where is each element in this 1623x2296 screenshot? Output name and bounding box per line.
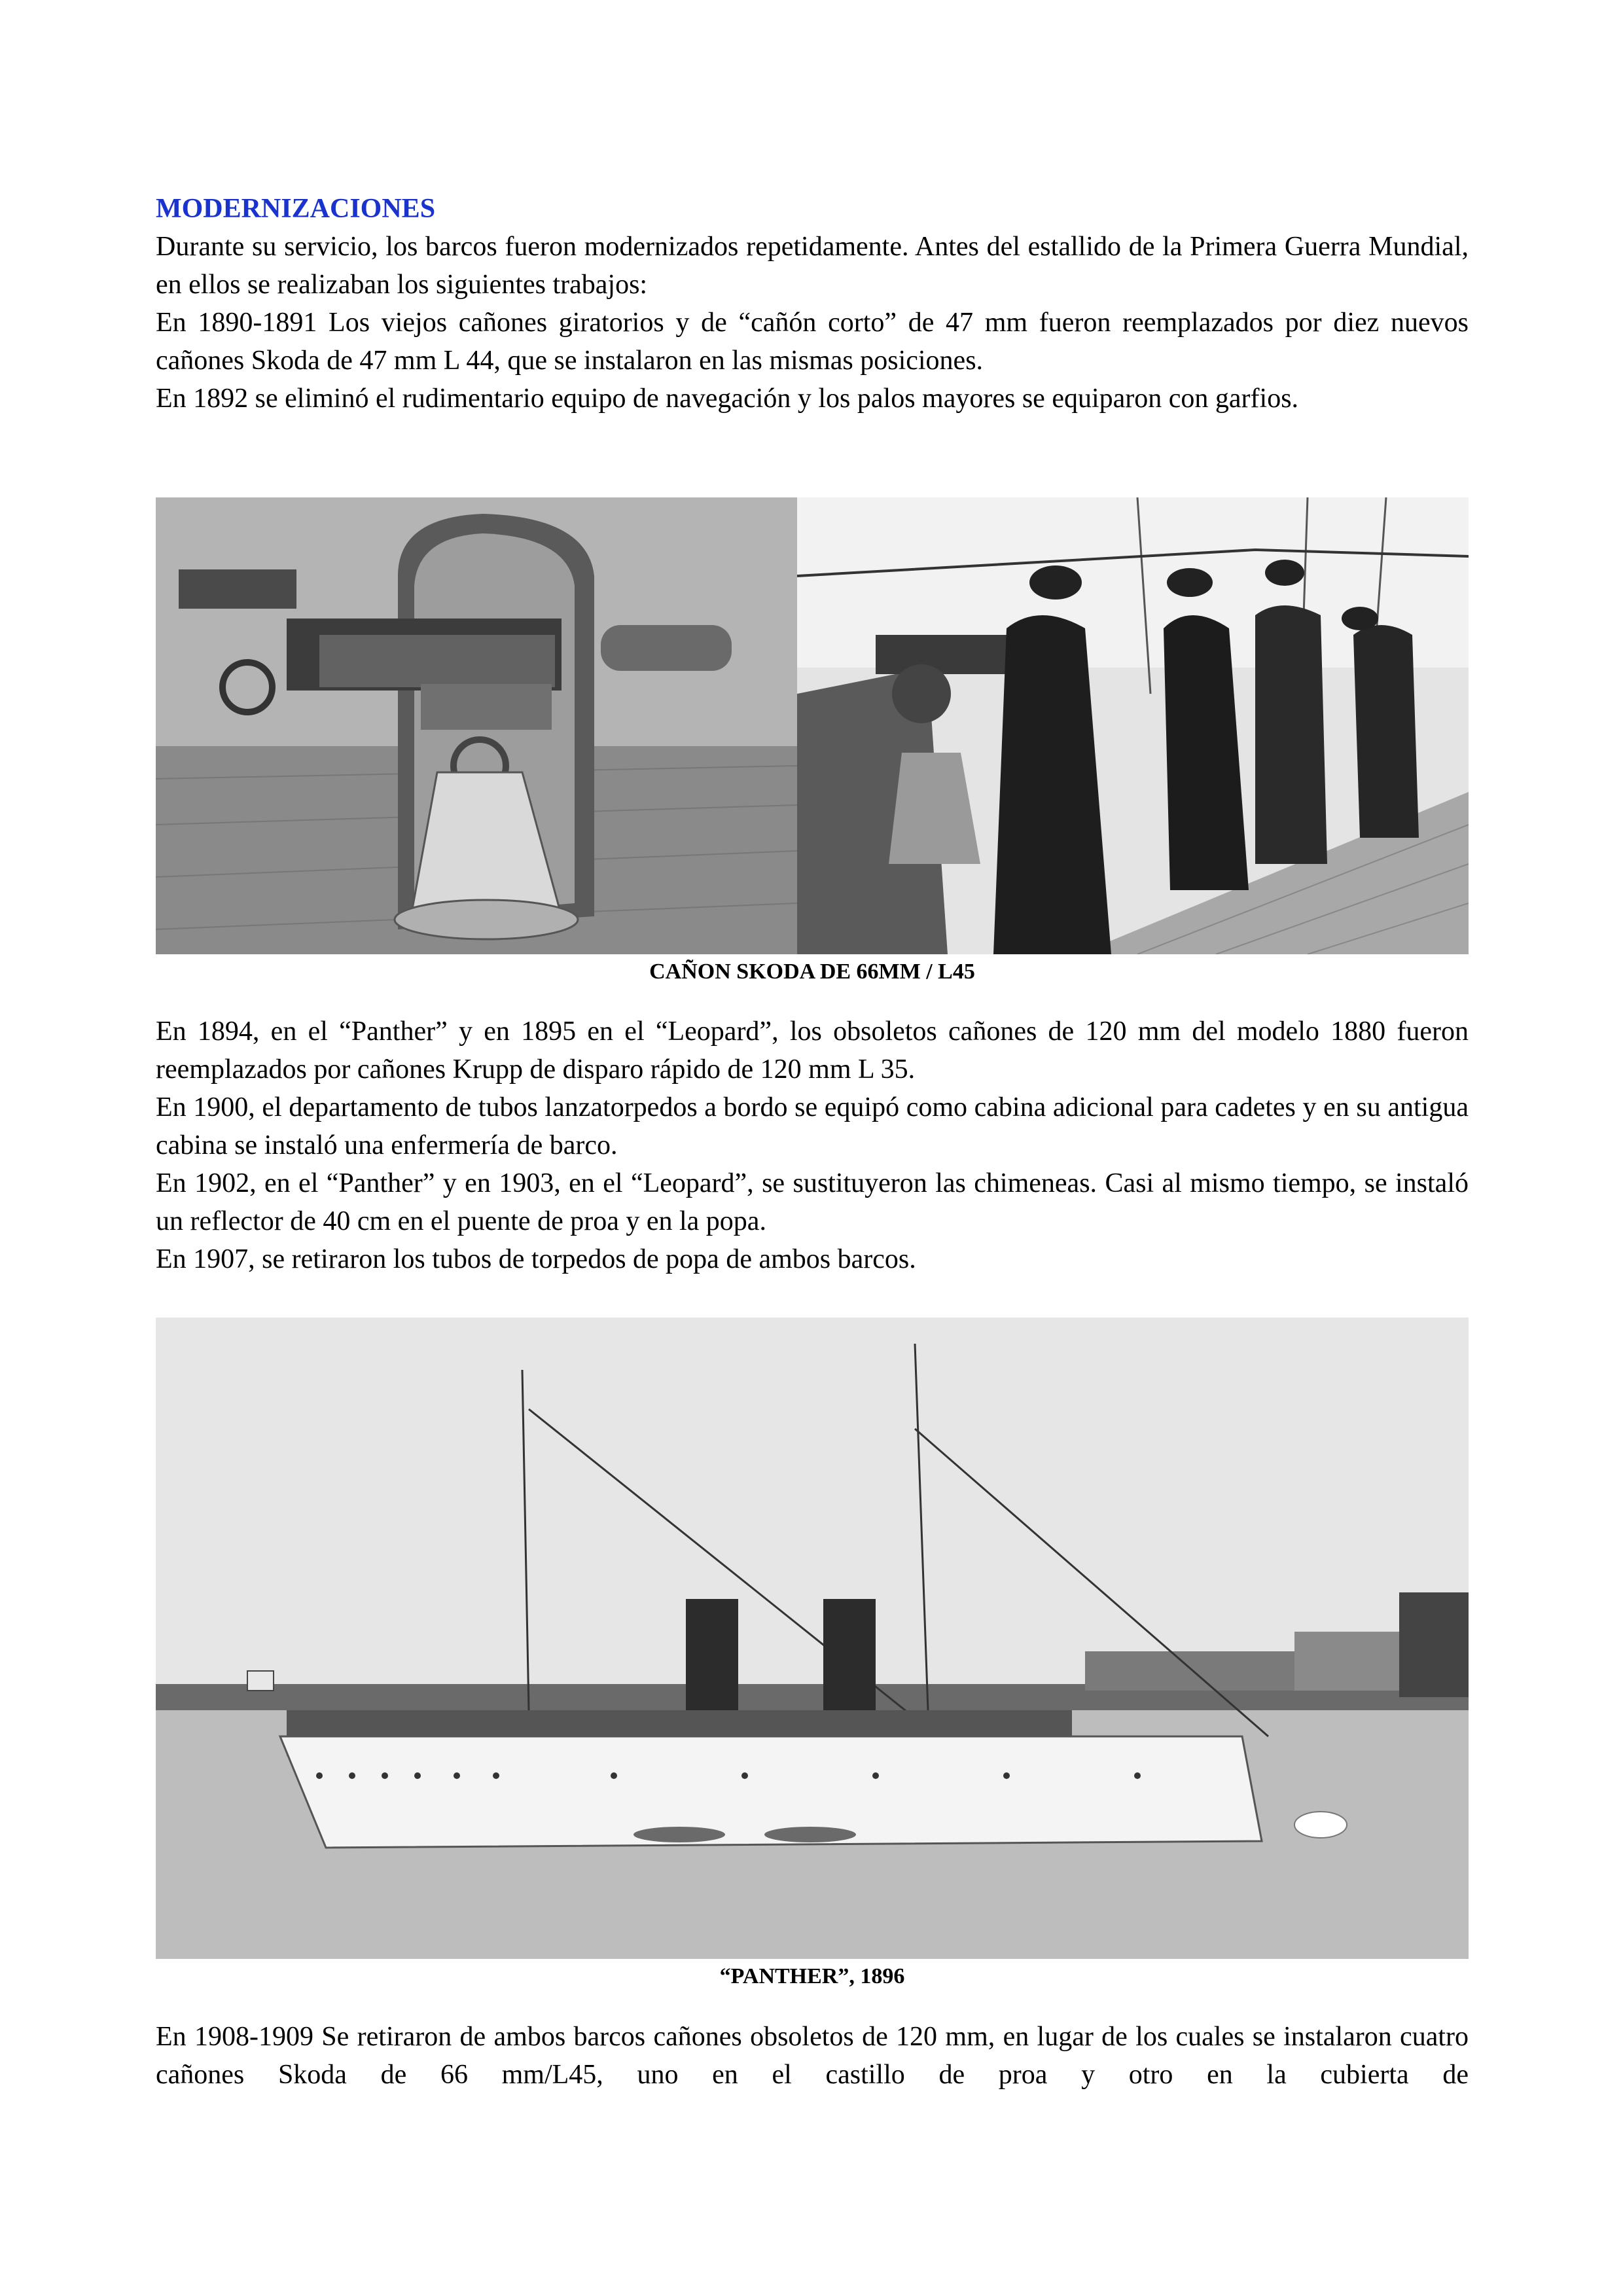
figure2-caption: “PANTHER”, 1896 <box>719 1964 905 1988</box>
section-heading: MODERNIZACIONES <box>156 194 436 224</box>
panther-ship-photo <box>156 1318 1469 1959</box>
text-block-middle <box>156 1013 1469 1278</box>
skoda-gun-photo <box>156 497 797 954</box>
paragraph-3: En 1892 se eliminó el rudimentario equipo de navegación y los palos mayores se equiparon con garfios. <box>156 384 1299 414</box>
paragraph-8: En 1908-1909 Se retiraron de ambos barcos cañones obsoletos de 120 mm, en lugar de los cuales se instalaron cuatro cañones Skoda de 66 mm/L45, uno en el castillo de proa y otro en la cubierta de <box>156 2022 1469 2090</box>
paragraph-4: En 1894, en el “Panther” y en 1895 en el “Leopard”, los obsoletos cañones de 120 mm del modelo 1880 fueron reemplazados por cañones Krupp de disparo rápido de 120 mm L 35. <box>156 1016 1469 1085</box>
paragraph-5: En 1900, el departamento de tubos lanzatorpedos a bordo se equipó como cabina adicional para cadetes y en su antigua cabina se instaló una enfermería de barco. <box>156 1092 1469 1160</box>
paragraph-6: En 1902, en el “Panther” y en 1903, en el “Leopard”, se sustituyeron las chimeneas. Casi al mismo tiempo, se instaló un reflector de 40 cm en el puente de proa y en la popa. <box>156 1168 1469 1236</box>
gun-crew-photo <box>797 497 1469 954</box>
figure1-caption: CAÑON SKODA DE 66MM / L45 <box>649 960 975 984</box>
paragraph-1: Durante su servicio, los barcos fueron modernizados repetidamente. Antes del estallido de la Primera Guerra Mundial, en ellos se realizaban los siguientes trabajos: <box>156 232 1469 300</box>
text-block-bottom <box>156 2018 1469 2094</box>
text-block-top <box>156 190 1469 418</box>
paragraph-2: En 1890-1891 Los viejos cañones giratorios y de “cañón corto” de 47 mm fueron reemplazados por diez nuevos cañones Skoda de 47 mm L 44, que se instalaron en las mismas posiciones. <box>156 308 1469 376</box>
paragraph-7: En 1907, se retiraron los tubos de torpedos de popa de ambos barcos. <box>156 1244 916 1274</box>
